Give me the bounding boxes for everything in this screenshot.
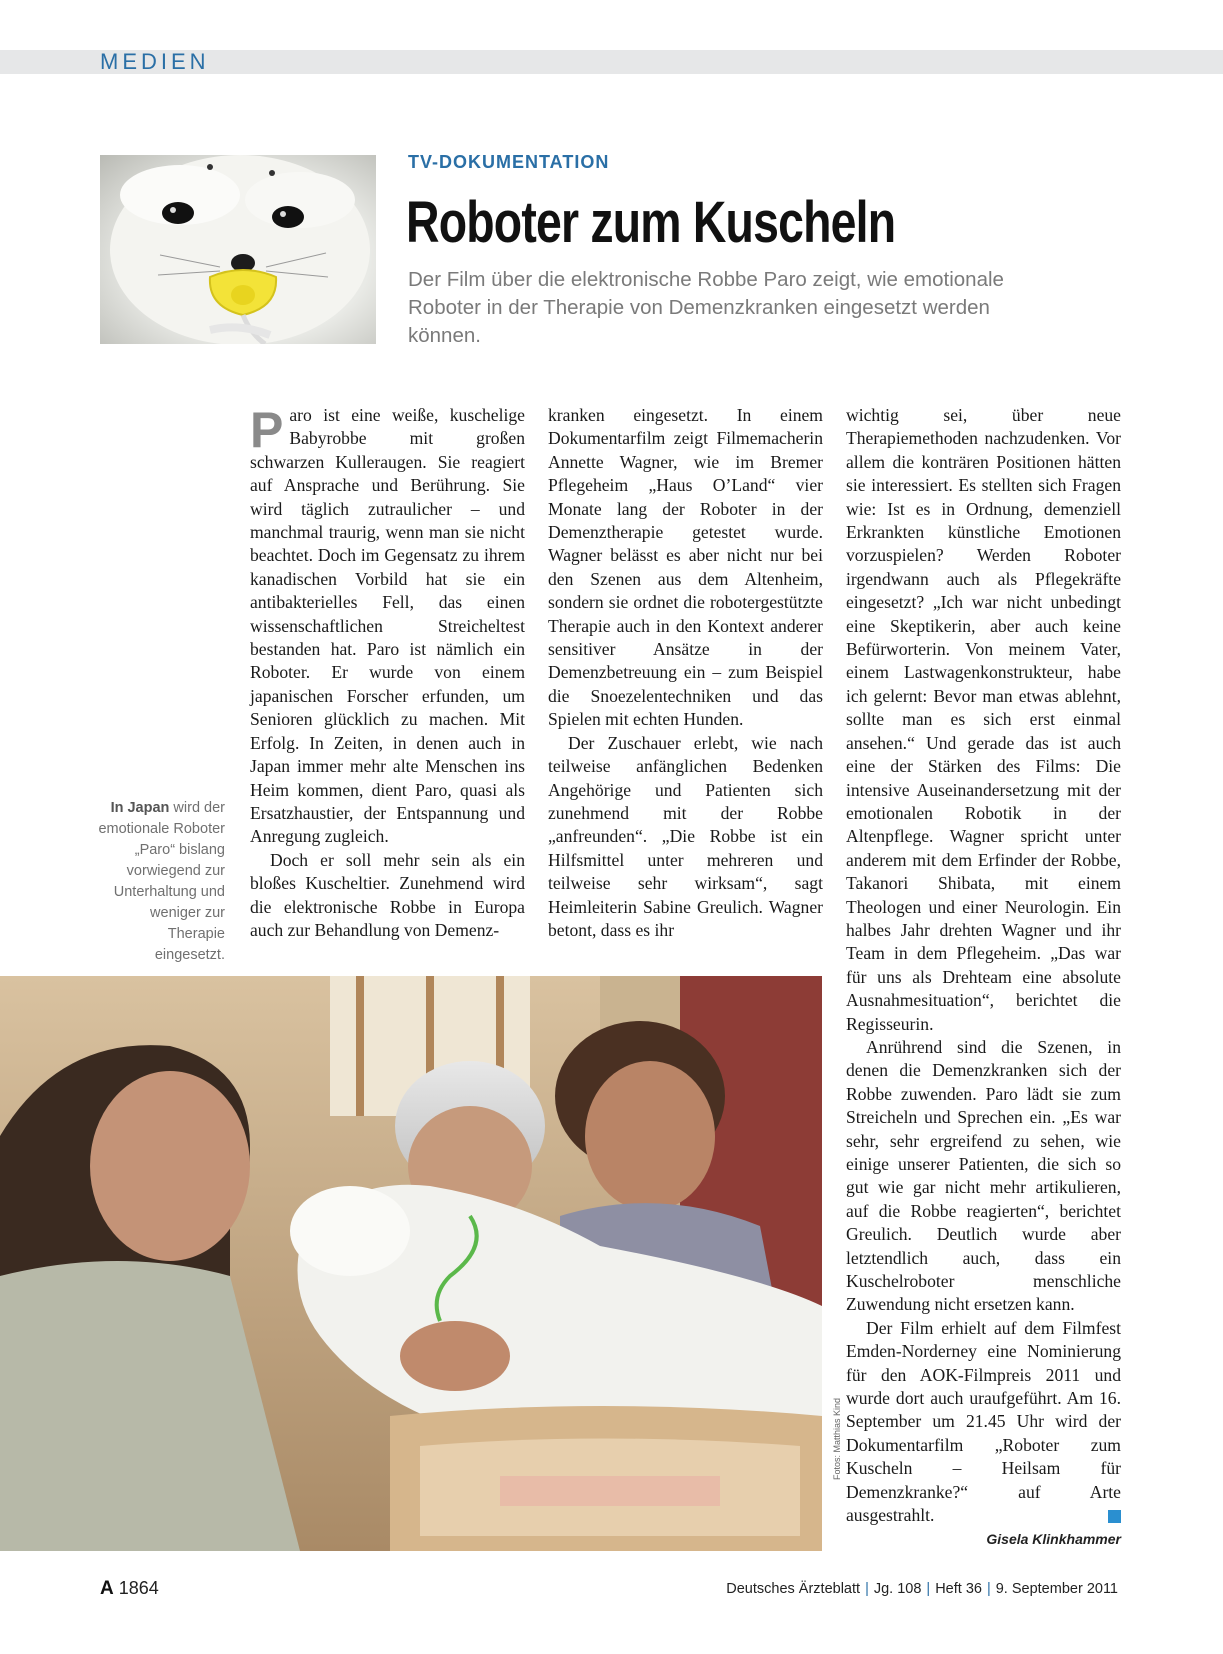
caption-strong: In Japan (110, 800, 170, 816)
paragraph-text: aro ist eine weiße, kuschelige Babyrobbe mit großen schwarzen Kulleraugen. Sie reagiert auf Ansprache und Berührung. Sie wird täglich zutraulicher – und manchmal traurig, wenn man sie nicht beachtet. Doch im Gegensatz zu ihrem kanadischen Vorbild hat sie ein antibakterielles Fell, das einen wissenschaftlichen Streicheltest bestanden hat. Paro ist nämlich ein Roboter. Er wurde von einem japanischen Forscher erfunden, um Senioren glücklich zu machen. Mit Erfolg. In Zeiten, in denen auch in Japan immer mehr alte Menschen ins Heim kommen, dient Paro, quasi als Ersatzhaustier, der Entspannung und Anregung zugleich. (250, 405, 525, 847)
nursing-home-photo (0, 976, 822, 1551)
photo-caption (95, 798, 225, 966)
footer-journal-info: Deutsches Ärzteblatt | Jg. 108 | Heft 36 | 9. September 2011 (726, 1581, 1118, 1597)
article-column-3 (846, 404, 1121, 1528)
section-label: MEDIEN (100, 49, 210, 74)
journal-date: 9. September 2011 (995, 1581, 1118, 1597)
paragraph-text: Der Film erhielt auf dem Filmfest Emden-Norderney eine Nominierung für den AOK-Filmpreis 2011 und wurde dort auch uraufgeführt. Am 16. September um 21.45 Uhr wird der Dokumentarfilm „Roboter zum Kuscheln – Heilsam für Demenzkranke?“ auf Arte ausgestrahlt. (846, 1317, 1121, 1526)
paragraph: wichtig sei, über neue Therapiemethoden nachzudenken. Vor allem die konträren Positionen hätten sie interessiert. Es stellten sich Fragen wie: Ist es in Ordnung, demenziell Erkrankten künstliche Emotionen vorzuspielen? Werden Roboter irgendwann auch als Pflegekräfte eingesetzt? „Ich war nicht unbedingt eine Skeptikerin, aber auch keine Befürworterin. Von meinem Vater, einem Lastwagenkonstrukteur, habe ich gelernt: Bevor man etwas ablehnt, sollte man es sich erst einmal ansehen.“ Und gerade das ist auch eine der Stärken des Films: Die intensive Auseinandersetzung mit der emotionalen Robotik in der Altenpflege. Wagner spricht unter anderem mit dem Erfinder der Robbe, Takanori Shibata, mit einem Theologen und einer Neurologin. Ein halbes Jahr drehten Wagner und ihr Team in dem Pflegeheim. „Das war für uns als Drehteam eine absolute Ausnahmesituation“, berichtet die Regisseurin. (846, 405, 1121, 1034)
journal-issue: Heft 36 (935, 1581, 982, 1597)
caption-text: wird der emotionale Roboter „Paro“ bislang vorwiegend zur Unterhaltung und weniger zur Therapie eingesetzt. (98, 800, 225, 963)
page-number-value: 1864 (118, 1578, 159, 1598)
article-column-1 (250, 404, 525, 942)
author: Gisela Klinkhammer (986, 1531, 1121, 1547)
paragraph: Der Zuschauer erlebt, wie nach teilweise anfänglichen Bedenken Angehörige und Patienten sich zunehmend mit der Robbe „anfreunden“. „Die Robbe ist ein Hilfsmittel unter mehreren und teilweise sehr wirksam“, sagt Heimleiterin Sabine Greulich. Wagner betont, dass es ihr (548, 732, 823, 940)
paragraph: kranken eingesetzt. In einem Dokumentarfilm zeigt Filmemacherin Annette Wagner, wie im Bremer Pflegeheim „Haus O’Land“ vier Monate lang der Roboter in der Demenztherapie getestet wurde. Wagner belässt es aber nicht nur bei den Szenen aus dem Altenheim, sondern sie ordnet die robotergestützte Therapie auch in den Kontext anderer sensitiver Ansätze in der Demenzbetreuung ein – zum Beispiel die Snoezelentechniken und das Spielen mit echten Hunden. (548, 405, 823, 730)
paragraph: Doch er soll mehr sein als ein bloßes Kuscheltier. Zunehmend wird die elektronische Robbe in Europa auch zur Behandlung von Demenz- (250, 849, 525, 940)
page-prefix: A (100, 1578, 114, 1599)
headline: Roboter zum Kuscheln (406, 190, 896, 255)
photo-credit-text: Fotos: Matthias Kind (832, 1397, 842, 1480)
endmark-square-icon (1108, 1510, 1121, 1523)
paragraph: Anrührend sind die Szenen, in denen die Demenzkranken sich der Robbe zuwenden. Paro lädt sie zum Streicheln und Sprechen ein. „Es war sehr, sehr ergreifend zu sehen, wie einige unserer Patienten, die sich so gut wie gar nicht mehr artikulieren, auf die Robbe reagierten“, berichtet Greulich. Deutlich wurde aber letztendlich auch, dass ein Kuschelroboter menschliche Zuwendung nicht ersetzen kann. (846, 1036, 1121, 1315)
kicker: TV-DOKUMENTATION (408, 152, 610, 172)
lead-text: Der Film über die elektronische Robbe Paro zeigt, wie emotionale Roboter in der Therapie von Demenzkranken eingesetzt werden können. (408, 268, 1004, 347)
paragraph (250, 404, 525, 849)
paro-seal-photo (100, 155, 376, 344)
drop-cap: P (250, 402, 284, 458)
article-column-2 (548, 404, 823, 942)
journal-volume: Jg. 108 (873, 1581, 922, 1597)
page-number (100, 1578, 159, 1600)
journal-name: Deutsches Ärzteblatt (726, 1581, 861, 1597)
paragraph (846, 1317, 1121, 1528)
